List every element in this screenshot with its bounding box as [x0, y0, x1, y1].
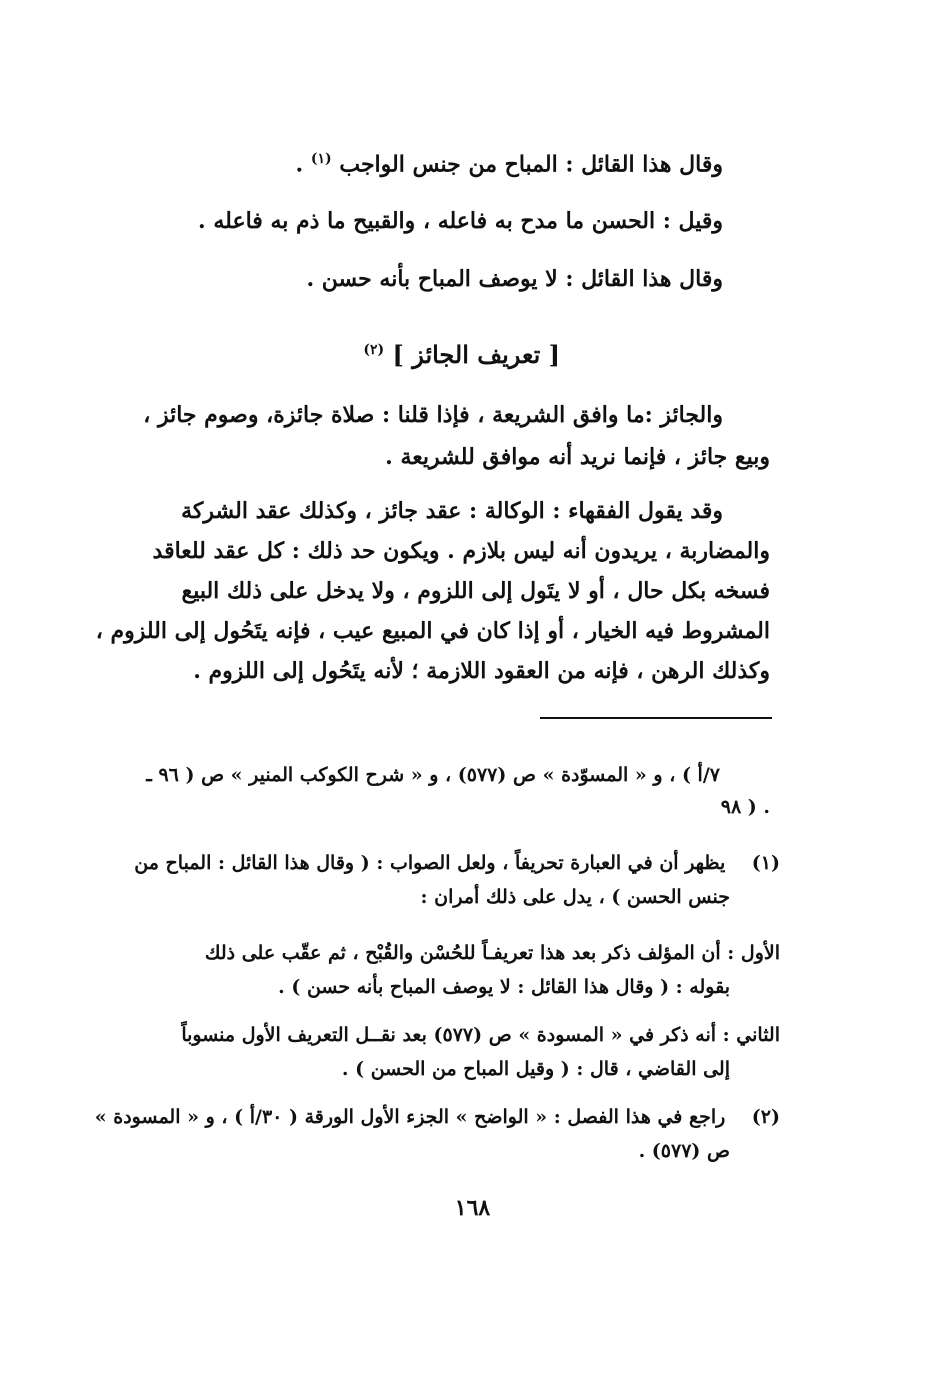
footnote-ref-1[interactable]: (١)	[310, 151, 332, 167]
paragraph-fuqaha-line-1: وقد يقول الفقهاء : الوكالة : عقد جائز ، وكذلك عقد الشركة	[181, 498, 723, 524]
paragraph-fuqaha-line-2: والمضاربة ، يريدون أنه ليس بلازم . ويكون حد ذلك : كل عقد للعاقد	[152, 538, 770, 564]
footnote-divider	[540, 717, 772, 719]
footnote-ref-2[interactable]: (٢)	[363, 342, 385, 358]
footnote-2-text: راجع في هذا الفصل : « الواضح » الجزء الأول الورقة ( ٣٠/أ ) ، و « المسودة »	[94, 1106, 726, 1128]
footnote-continuation-line-2: ٩٨ ) .	[720, 796, 770, 818]
footnote-first-reason-line-2: بقوله : ( وقال هذا القائل : لا يوصف المباح بأنه حسن ) .	[278, 976, 730, 998]
paragraph-hasan-qabih: وقيل : الحسن ما مدح به فاعله ، والقبيح ما ذم به فاعله .	[198, 208, 723, 234]
footnote-2-line-2: ص (٥٧٧) .	[638, 1140, 730, 1162]
footnote-second-reason-line-1: الثاني : أنه ذكر في « المسودة » ص (٥٧٧) بعد نقــل التعريف الأول منسوباً	[181, 1024, 780, 1046]
paragraph-fuqaha-line-5: وكذلك الرهن ، فإنه من العقود اللازمة ؛ لأنه يتَحُول إلى اللزوم .	[193, 658, 770, 684]
footnote-1-line-1	[134, 848, 780, 878]
paragraph-fuqaha-line-3: فسخه بكل حال ، أو لا يتَول إلى اللزوم ، ولا يدخل على ذلك البيع	[181, 578, 770, 604]
paragraph-mubah-not-hasan: وقال هذا القائل : لا يوصف المباح بأنه حسن .	[306, 266, 723, 292]
section-heading	[363, 340, 560, 369]
paragraph-fuqaha-line-4: المشروط فيه الخيار ، أو إذا كان في المبيع عيب ، فإنه يتَحُول إلى اللزوم ،	[95, 618, 770, 644]
paragraph-jaiz-line-2: وبيع جائز ، فإنما نريد أنه موافق للشريعة .	[385, 444, 770, 470]
footnote-second-reason-line-2: إلى القاضي ، قال : ( وقيل المباح من الحسن ) .	[341, 1058, 730, 1080]
footnote-1-text: يظهر أن في العبارة تحريفاً ، ولعل الصواب : ( وقال هذا القائل : المباح من	[134, 852, 726, 874]
paragraph-text: وقال هذا القائل : المباح من جنس الواجب	[339, 151, 723, 178]
paragraph-end: .	[295, 151, 304, 178]
footnote-1-number: (١)	[751, 852, 780, 874]
footnote-continuation-line-1: ٧/أ ) ، و « المسوّدة » ص (٥٧٧) ، و « شرح الكوكب المنير » ص ( ٩٦ ـ	[146, 764, 720, 786]
page-number: ١٦٨	[454, 1195, 491, 1221]
paragraph-mubah-wajib	[296, 142, 723, 181]
footnote-1-line-2: جنس الحسن ) ، يدل على ذلك أمران :	[420, 886, 730, 908]
heading-text: [ تعريف الجائز ]	[392, 340, 560, 369]
footnote-2-line-1	[95, 1102, 780, 1132]
paragraph-jaiz-line-1: والجائز :ما وافق الشريعة ، فإذا قلنا : صلاة جائزة، وصوم جائز ،	[143, 402, 723, 428]
footnote-2-number: (٢)	[751, 1106, 780, 1128]
footnote-first-reason-line-1: الأول : أن المؤلف ذكر بعد هذا تعريفـاً للحُسْن والقُبْح ، ثم عقّب على ذلك	[204, 942, 780, 964]
